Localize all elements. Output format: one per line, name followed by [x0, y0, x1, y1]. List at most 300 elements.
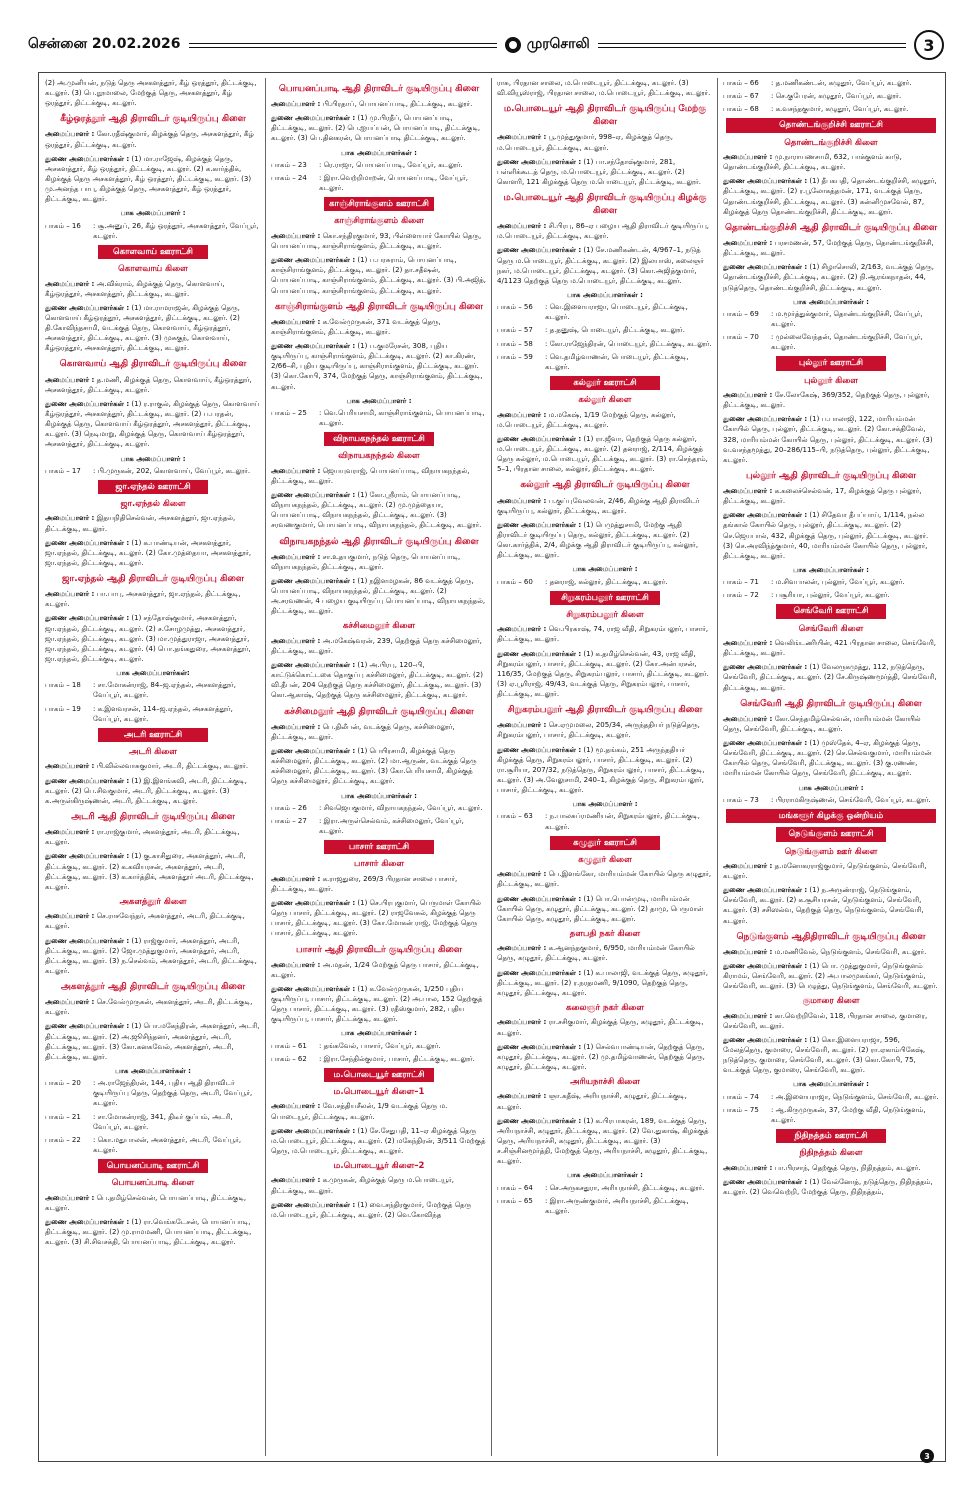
- entry-text: [45, 129, 261, 149]
- branch-subheading: செங்வேரி கிளை: [798, 623, 864, 634]
- booth-number: பாகம் – 63: [497, 812, 533, 821]
- booth-row: [45, 704, 261, 724]
- role-label: துணை அமைப்பாளர்கள் :: [271, 661, 356, 670]
- branch-subheading: சிறுகரம்பலூர் கிளை: [566, 609, 644, 620]
- entry-details: (1) செ.பிரபுகுமார், பெருமாள் கோயில் தெரு பாசார், திட்டக்குடி, கடலூர். (2) ராஜவேசுல், கிழக்குத் தெரு பாசார், திட்டக்குடி, கடலூர். (3) கோ.மோகன் ராஜ், மேற்குத் தெரு பாசார், திட்டக்குடி, கடலூர்.: [271, 898, 481, 938]
- entry-text: [497, 1042, 713, 1072]
- booth-row: [45, 466, 261, 476]
- booth-number: பாகம் – 73: [723, 795, 759, 804]
- entry-details: ஜெயயுவராஜ், பொயனப்பாடி, விநாயகநந்தல், திட்டக்குடி, கடலூர்.: [271, 466, 470, 485]
- section-label: பாக அமைப்பாளர்கள்:: [116, 669, 190, 678]
- role-label: துணை அமைப்பாளர்கள் :: [497, 157, 582, 166]
- entry-text: [497, 132, 713, 152]
- role-label: துணை அமைப்பாளர்கள் :: [497, 894, 582, 903]
- branch-subheading: கொளவாய் கிளை: [118, 264, 188, 275]
- entry-details: (1) பொ.பொன்முடி, மாரியம்மன் கோயில் தெரு, கழுதூர், திட்டக்குடி, கடலூர். (2) தாமு, பெருமாள் கோயில் தெரு, கழுதூர், திட்டக்குடி, கடலூர்.: [497, 894, 704, 923]
- entry-details: (1) வை.சந்திரகுமார், மேற்குத் தெரு ம.பொடையூர், திட்டக்குடி, கடலூர். (2) வெ.கோவிந்த: [271, 1200, 472, 1219]
- booth-details: : செ.அருகசதுரா, அரியநாச்சி, திட்டக்குடி, கடலூர்.: [545, 1183, 705, 1192]
- booth-details: : ரெ.ராஜா, பொயனப்பாடி, வேப்பூர், கடலூர்.: [319, 160, 463, 169]
- entry-text: [497, 410, 713, 430]
- entry-text: [497, 434, 713, 475]
- booth-row: [723, 1092, 939, 1102]
- role-label: அமைப்பாளர் :: [497, 222, 547, 231]
- entry-text: [271, 99, 487, 109]
- booth-row: [723, 332, 939, 352]
- branch-subheading: காஞ்சிராங்குளம் கிளை: [334, 216, 424, 227]
- role-label: துணை அமைப்பாளர்கள் :: [723, 1177, 808, 1186]
- entry-text: [723, 1163, 939, 1173]
- entry-text: [497, 720, 713, 740]
- entry-text: [45, 911, 261, 931]
- entry-details: (1) பொ. முத்துகுமார், நெடுங்குளம் கிராமம், செங்வேரி, கடலூர். (2) அ.பாலமுகங்கர், நெடுங்குளம், செங்வேரி, கடலூர். (3) பெழுத்து, நெடுங்குளம், செங்வேரி, கடலூர்.: [723, 961, 938, 991]
- entry-details: பெ.தமிழ்செல்வன், பொயனப்பாடி, திட்டக்குடி, கடலூர்.: [45, 1193, 247, 1212]
- entry-details: (1) சிதேவா தீபப்பாய், 1/114, நல்ல தங்கால் கோயில் தெரு, புல்லூர், திட்டக்குடி, கடலூர். (2) செ.ஜெயபால், 432, கிழக்குத் தெரு, புல்லூர், திட்டக்குடி, கடலூர். (3) செ.அரவிந்த்குமார், 40, மாரியம்மன் கோயில் தெரு, புல்லூர், திட்டக்குடி, கடலூர்.: [723, 511, 929, 560]
- branch-heading: செங்வேரி ஆதி திராவிடர் குடியிருப்பு கிளை: [740, 698, 922, 709]
- entry-details: (1) க.பாலாஜி, வடக்குத் தெரு, கழுதூர், திட்டக்குடி, கடலூர். (2) ர.நரதமணி, 9/1090, தெற்குத் தெரு, கழுதூர், திட்டக்குடி, கடலூர்.: [497, 968, 709, 997]
- entry-text: [723, 861, 939, 881]
- entry-details: (1) மா.ராமராஜன், கிழக்குத் தெரு, கொளவாய் கீழ்ஒரத்தூர், அசகளத்தூர், திட்டக்குடி, கடலூர். (2) தி.கோவிந்தசாமி, வடக்குத் தெரு, கொளவாய், கீழ்ஒரத்தூர், அசகளத்தூர், திட்டக்குடி, கடலூர். (3) முசுகுந், கொளவாய், கீழ்ஒரத்தூர், அசகளத்தூர், திட்டக்குடி, கடலூர்.: [45, 303, 240, 353]
- role-label: துணை அமைப்பாளர்கள் :: [45, 399, 130, 408]
- panchayat-banner: தொண்டங்குறிச்சி ஊராட்சி: [726, 118, 936, 132]
- column-4: [723, 78, 939, 1456]
- booth-details: : செ.குபேரன், கழுதூர், வேப்பூர், கடலூர்.: [771, 92, 902, 101]
- entry-details: பெ.திலீபன், வடக்குத் தெரு, கச்சிமைலூர், திட்டக்குடி, கடலூர்.: [271, 722, 455, 741]
- branch-heading: ம.பொடையூர் ஆதி திராவிடர் குடியிருப்பு கிழக்கு கிளை: [503, 193, 707, 217]
- column-3: [497, 78, 713, 1456]
- booth-number: பாகம் – 18: [45, 681, 81, 690]
- role-label: துணை அமைப்பாளர்கள் :: [45, 303, 130, 312]
- panchayat-banner: பாசார் ஊராட்சி: [324, 840, 434, 854]
- booth-number: பாகம் – 60: [497, 577, 533, 586]
- booth-row: [271, 160, 487, 170]
- branch-heading: ம.பொடையூர் ஆதி திராவிடர் குடியிருப்பு மேற்கு கிளை: [503, 104, 707, 128]
- entry-details: அ.விக்ராம், கிழக்குத் தெரு, கொளவாய், கீழ்ஒரத்தூர், அசகளத்தூர், திட்டக்குடி, கடலூர்.: [45, 279, 225, 298]
- role-label: துணை அமைப்பாளர்கள் :: [271, 256, 356, 265]
- role-label: அமைப்பாளர் :: [45, 590, 95, 599]
- role-label: துணை அமைப்பாளர்கள் :: [723, 663, 808, 672]
- entry-text: [271, 1200, 487, 1220]
- entry-text: [723, 961, 939, 991]
- role-label: துணை அமைப்பாளர்கள் :: [45, 936, 130, 945]
- role-label: துணை அமைப்பாளர்கள் :: [723, 739, 808, 748]
- booth-number: பாகம் – 26: [271, 803, 307, 812]
- booth-row: [723, 1105, 939, 1125]
- entry-details: (1) பெயிரசாமி, கிழக்குத் தெரு கச்சிமைலூர், திட்டக்குடி, கடலூர். (2) மா.ஆருண், வடக்குத் தெரு கச்சிமைலூர், திட்டக்குடி, கடலூர். (3) கோ.பெரியசாமி, கிழக்குத் தெரு கச்சிமைலூர், திட்டக்குடி, கடலூர்.: [271, 746, 477, 786]
- entry-text: [723, 714, 939, 734]
- role-label: அமைப்பாளர் :: [723, 487, 773, 495]
- role-label: துணை அமைப்பாளர்கள் :: [497, 434, 582, 443]
- booth-number: பாகம் – 22: [45, 1135, 81, 1144]
- branch-heading: அகளத்தூர் ஆதி திராவிடர் குடியிருப்பு கிளை: [60, 982, 246, 993]
- role-label: துணை அமைப்பாளர்கள் :: [45, 1022, 130, 1031]
- entry-text: [497, 520, 713, 561]
- panchayat-banner: கொளவாய் ஊராட்சி: [98, 245, 208, 259]
- branch-subheading: அரியநாச்சி கிளை: [570, 1077, 640, 1088]
- entry-text: [497, 968, 713, 998]
- booth-number: பாகம் – 21: [45, 1112, 81, 1121]
- booth-number: பாகம் – 65: [497, 1196, 533, 1205]
- section-label: பாக அமைப்பாளர்கள் :: [341, 148, 417, 157]
- entry-details: ம.மணிவேல், நெடுங்குளம், செங்வேரி, கடலூர்.: [774, 947, 927, 956]
- booth-details: : கோ.ராஜேந்திரன், பொடையூர், திட்டக்குடி, கடலூர்.: [545, 339, 712, 348]
- panchayat-banner: ம.பொடையூர் ஊராட்சி: [324, 1068, 434, 1082]
- entry-details: (1) கோ.ஸ்ரீராம், பொயனப்பாடி, விநாயகநந்தல், திட்டக்குடி, கடலூர். (2) மு.முத்தையா, பொயனப்பாடி, விநாயகநந்தல், திட்டக்குடி, கடலூர். (3) சரவணகுமார், பொயனப்பாடி, விநாயகநந்தல், திட்டக்குடி, கடலூர்.: [271, 491, 482, 530]
- role-label: துணை அமைப்பாளர்கள் :: [271, 491, 356, 499]
- booth-number: பாகம் – 24: [271, 173, 307, 182]
- entry-details: ரா.ராஜ்குமார், அகளத்தூர், அடரி, திட்டக்குடி, கடலூர்.: [45, 828, 240, 847]
- role-label: அமைப்பாளர் :: [271, 100, 321, 109]
- entry-details: பா.பிரசாந், தெற்குத் தெரு, நிதிநத்தம், கடலூர்.: [774, 1163, 921, 1172]
- entry-text: [723, 262, 939, 292]
- booth-number: பாகம் – 19: [45, 704, 81, 713]
- entry-text: [45, 375, 261, 395]
- entry-details: செ.ஏமுமலை, 205/34, அருந்ததியர் நடுத்தெரு, சிறுகரம்பலூர், பாசார், திட்டக்குடி, கடலூர்.: [497, 721, 700, 740]
- entry-details: (1) ப.குமரேசன், 308, புதிய குடியிருப்பு, காஞ்சிராங்குளம், திட்டக்குடி, கடலூர். (2) கா.கிரண், 2/66–சி, புதிய குடியிருப்பு, காஞ்சிராங்குளம், திட்டக்குடி, கடலூர். (3) கொ.கோபி, 374, மேற்குத் தெரு, காஞ்சிராங்குளம், திட்டக்குடி, கடலூர்.: [271, 341, 483, 391]
- entry-text: [45, 399, 261, 450]
- entry-details: (1) க.பிரபாகரன், 189, வடக்குத் தெரு, அரியநாச்சி, கழுதூர், திட்டக்குடி, கடலூர். (2) வே.துகாஷ், கிழக்குத் தெரு, அரியநாச்சி, கழுதூர், திட்டக்குடி, கடலூர். (3) ச.சிஞ்சினமூர்த்தி, மேற்குத் தெரு, அரியநாச்சி, கழுதூர், திட்டக்குடி, கடலூர்.: [497, 1116, 709, 1166]
- role-label: அமைப்பாளர் :: [723, 1163, 773, 1172]
- branch-heading: காஞ்சிராங்குளம் ஆதி திராவிடர் குடியிருப்பு கிளை: [275, 301, 483, 312]
- role-label: துணை அமைப்பாளர்கள் :: [271, 1126, 356, 1135]
- booth-details: : பி.முருகன், 202, கொளவாய், வேப்பூர், கடலூர்.: [93, 466, 251, 475]
- entry-details: (1) சே.மணிகண்டன், 4/967–1, நடுத் தெரு ம.பொடையூர், திட்டக்குடி, கடலூர். (2) இலயாஸ், கலைஞர் நகர், ம.பொடையூர், திட்டக்குடி, கடலூர். (3) கொ.அஜித்குமார், 4/1123 தெற்குத் தெரு ம.பொடையூர், திட்டக்குடி, கடலூர்.: [497, 246, 704, 285]
- entry-details: (2) அ.முனியன், நடுத் தெரு அசகளத்தூர், கீழ் ஒரத்தூர், திட்டக்குடி, கடலூர். (3) பெ.நூமாலை, மேற்குத் தெரு, அசகளத்தூர், கீழ் ஒரத்தூர், திட்டக்குடி, கடலூர்.: [45, 79, 257, 108]
- panchayat-banner: நெடுங்குளம் ஊராட்சி: [776, 827, 886, 841]
- booth-details: : சிவஜெயகுமார், விநாயகநந்தல், வேப்பூர், கடலூர்.: [319, 803, 483, 812]
- entry-details: (1) சிழாசொலி, 2/163, வடக்குத் தெரு, தொண்டங்குறிச்சி, திட்டக்குடி, கடலூர். (2) நி.ஆரங்கநாதன், 44, நடுத்தெரு, தொண்டங்குறிச்சி, திட்டக்குடி, கடலூர்.: [723, 263, 934, 292]
- entry-text: [723, 885, 939, 926]
- role-label: அமைப்பாளர் :: [45, 998, 95, 1007]
- entry-details: (1) ந.அருண்ராஜ், நெடுங்குளம், செங்வேரி, கடலூர். (2) க.சூசியரசன், நெடுங்குளம், செங்வேரி, கடலூர். (3) சசிஸல்வ, தெற்குத் தெரு, நெடுங்குளம், செங்வேரி, கடலூர்.: [723, 886, 924, 925]
- entry-details: (1) மூ.தங்கம், 251 அருந்ததியர் கிழக்குத் தெரு, சிறுகரம்பலூர், பாசார், திட்டக்குடி, கடலூர். (2) ரா.சூரியா, 207/32, நடுத்தெரு, சிறுகரம்பலூர், பாசார், திட்டக்குடி, கடலூர். (3) அ.வேலுசாமி, 240–1, கிழக்குத் தெரு, சிறுகரம்பலூர், பாசார், திட்டக்குடி, கடலூர்.: [497, 745, 705, 795]
- entry-text: [497, 496, 713, 516]
- booth-details: : கொ.மதுபாலன், அகளத்தூர், அடரி, வேப்பூர், கடலூர்.: [93, 1135, 242, 1154]
- entry-text: [271, 552, 487, 572]
- role-label: அமைப்பாளர் :: [271, 1176, 321, 1185]
- role-label: அமைப்பாளர் :: [45, 912, 95, 921]
- entry-details: பெ.இளங்கோ, மாரியம்மன் கோயில் தெரு கழுதூர், திட்டக்குடி, கடலூர்.: [497, 870, 712, 889]
- entry-details: அ.மதன், 1/24 மேற்குத் தெரு பாசார், திட்டக்குடி, கடலூர்.: [271, 960, 479, 979]
- section-label: பாக அமைப்பாளர்கள் :: [793, 297, 869, 306]
- section-label: பாக அமைப்பாளர் :: [120, 209, 186, 218]
- entry-text: [45, 1217, 261, 1247]
- entry-details: (1) க.தமிழ்செல்வன், 43, ராஜ வீதி, சிறுகரம்பலூர், பாசார், திட்டக்குடி, கடலூர். (2) கோ.அன்பரசன், 116/35, மேற்குத் தெரு, சிறுகரம்பலூர், பாசார், திட்டக்குடி, கடலூர். (3) ஏ.பூரிராஜ், 49/43, வடக்குத் தெரு, சிறுகரம்பலூர், பாசார், திட்டக்குடி, கடலூர்.: [497, 649, 709, 699]
- entry-text: [723, 1011, 939, 1031]
- section-label: பாக அமைப்பாளர்கள் :: [341, 791, 417, 800]
- role-label: துணை அமைப்பாளர்கள் :: [723, 177, 808, 186]
- entry-details: பி.பிரதாப், பொயனப்பாடி, திட்டக்குடி, கடலூர்.: [322, 100, 473, 109]
- role-label: துணை அமைப்பாளர்கள் :: [271, 746, 356, 755]
- entry-text: [45, 279, 261, 299]
- role-label: துணை அமைப்பாளர்கள் :: [45, 538, 130, 547]
- entry-text: [723, 238, 939, 258]
- role-label: அமைப்பாளர் :: [497, 133, 547, 142]
- entry-details: கா.வெற்றிவேல், 118, பிரதான சாலை, குமாரை, செங்வேரி, கடலூர்.: [723, 1011, 928, 1030]
- section-label: பாக அமைப்பாளர் :: [798, 783, 864, 792]
- entry-details: கோ.ரதீஷ்குமார், கிழக்குத் தெரு, அசகளத்தூர், கீழ் ஒரத்தூர், திட்டக்குடி, கடலூர்.: [45, 130, 254, 149]
- branch-subheading: பாசார் கிளை: [354, 859, 404, 870]
- booth-row: [497, 302, 713, 322]
- entry-details: (1) கு.காசிதுரை, அகளத்தூர், அடரி, திட்டக்குடி, கடலூர். (2) க.கவியரசன், அகளத்தூர், அடரி, திட்டக்குடி, கடலூர். (3) க.கார்த்திக், அகளத்தூர் அடரி, திட்டக்குடி, கடலூர்.: [45, 852, 254, 891]
- entry-text: [271, 1175, 487, 1195]
- column-divider: [265, 78, 266, 1456]
- booth-details: : ம.சிவபாலன், புல்லூர், வேப்பூர், கடலூர்.: [771, 578, 905, 587]
- role-label: அமைப்பாளர் :: [271, 874, 321, 883]
- booth-details: : சா.மோகன்ராஜ், 84–ஜ.ஏந்தல், அசகளத்தூர், வேப்பூர், கடலூர்.: [93, 681, 236, 700]
- section-label: பாக அமைப்பாளர்கள் :: [793, 1080, 869, 1089]
- entry-details: (1) நஇளமழகன், 86 வடக்குத் தெரு, பொயனப்பாடி, விநாயகநந்தல், திட்டக்குடி, கடலூர். (2) அ.சரவணன், 4 பழைய குடியிருப்பு பொயனப்பாடி, விநாயகநந்தல், திட்டக்குடி, கடலூர்.: [271, 576, 486, 616]
- branch-heading: கீழ்ஒரத்தூர் ஆதி திராவிடர் குடியிருப்பு கிளை: [60, 114, 246, 125]
- role-label: அமைப்பாளர் :: [271, 1102, 321, 1111]
- booth-number: பாகம் – 25: [271, 408, 307, 417]
- booth-row: [723, 78, 939, 88]
- panchayat-banner: கழுதூர் ஊராட்சி: [550, 836, 660, 850]
- booth-row: [497, 1183, 713, 1193]
- entry-text: [271, 984, 487, 1025]
- masthead: [28, 34, 944, 56]
- role-label: துணை அமைப்பாளர்கள் :: [271, 114, 356, 123]
- role-label: துணை அமைப்பாளர்கள் :: [45, 1218, 130, 1227]
- role-label: அமைப்பாளர் :: [271, 231, 321, 240]
- newspaper-logo-icon: [505, 37, 521, 53]
- page-number: 3: [914, 30, 944, 60]
- role-label: அமைப்பாளர் :: [723, 1011, 773, 1020]
- entry-text: [45, 78, 261, 108]
- entry-text: [497, 78, 713, 98]
- branch-subheading: நெடுங்குளம் ஊர் கிளை: [784, 846, 878, 857]
- branch-subheading: தளபதி நகர் கிளை: [569, 929, 641, 940]
- section-label: பாக அமைப்பாளர்கள் :: [793, 565, 869, 574]
- booth-number: பாகம் – 57: [497, 326, 533, 335]
- booth-row: [271, 1054, 487, 1064]
- booth-row: [45, 221, 261, 241]
- branch-heading: கல்லூர் ஆதி திராவிடர் குடியிருப்பு கிளை: [520, 480, 690, 491]
- edition-date: சென்னை 20.02.2026: [28, 36, 181, 52]
- entry-details: ரா.சசிகுமார், கிழக்குத் தெரு, கழுதூர், திட்டக்குடி, கடலூர்.: [497, 1018, 704, 1037]
- entry-details: (1) தீபகபதி, தொண்டங்குறிச்சி, கழுதூர், திட்டக்குடி, கடலூர். (2) ர.பூலோகத்தமன், 171, வடக்குத் தெரு, தொண்டங்குறிச்சி, திட்டக்குடி, கடலூர். (3) கன்னிமுசவேல், 87, கிழக்குத் தெரு தொண்டங்குறிச்சி, திட்டக்குடி, கடலூர்.: [723, 177, 937, 216]
- booth-details: : பிரராமகிருஷ்ணன், செங்வேரி, வேப்பூர், கடலூர்.: [771, 795, 931, 804]
- role-label: துணை அமைப்பாளர்கள் :: [45, 776, 130, 785]
- booth-details: : வெ.பெரியசாமி, காஞ்சிராங்குளம், பொயனப்பாடி, கடலூர்.: [319, 408, 485, 427]
- role-label: துணை அமைப்பாளர்கள் :: [723, 263, 808, 272]
- booth-details: : த.தனுஷ், பொடையூர், திட்டக்குடி, கடலூர்.: [545, 326, 685, 335]
- entry-text: [45, 513, 261, 533]
- branch-subheading: கழுதூர் கிளை: [578, 855, 632, 866]
- role-label: அமைப்பாளர் :: [723, 639, 773, 648]
- booth-details: : இரா.அருள்செல்வம், கச்சிமைலூர், வேப்பூர், கடலூர்.: [319, 816, 464, 835]
- entry-details: ப.குப்புவேலவன், 2/46, கிழக்கு ஆதி திராவிடர் குடியிருப்பு, கல்லூர், திட்டக்குடி, கடலூர்.: [497, 496, 700, 515]
- booth-details: : வெ.இளையராஜா, பொடையூர், திட்டக்குடி, கடலூர்.: [545, 303, 688, 322]
- section-label: பாக அமைப்பாளர் :: [572, 565, 638, 574]
- booth-details: : தங்கவேல், பாசார், வேப்பூர், கடலூர்.: [319, 1041, 441, 1050]
- entry-text: [271, 341, 487, 392]
- entry-details: (1) ரா.வெங்கடேசன், பொயனப்பாடி, திட்டக்குடி, கடலூர். (2) மு.ராமமணி, பொயனப்பாடி, திட்டக்குடி, கடலூர். (3) சி.சிவசக்தி, பொயனப்பாடி, திட்டக்குடி, கடலூர்.: [45, 1218, 252, 1247]
- role-label: அமைப்பாளர் :: [45, 828, 95, 837]
- booth-row: [723, 104, 939, 114]
- entry-details: ராசு, பிரதான சாலை, ம.பொடையூர், திட்டக்குடி, கடலூர். (3) வி.வியூஸ்ராஜ், பிரதான சாலை, ம.பொடையூர், திட்டக்குடி, கடலூர்.: [497, 79, 711, 98]
- role-label: அமைப்பாளர் :: [271, 552, 321, 561]
- entry-details: த.மனோகரராஜ்குமார், நெடுங்குளம், செங்வேரி, கடலூர்.: [723, 861, 927, 880]
- panchayat-banner: மங்களூர் கிழக்கு ஒன்றியம்: [726, 809, 936, 823]
- booth-details: : ஆ.கிருமுருகன், 37, மேற்கு வீதி, நெடுங்குளம், கடலூர்.: [771, 1105, 926, 1124]
- role-label: அமைப்பாளர் :: [271, 636, 321, 645]
- entry-details: (1) ராஜ்குமார், அகளத்தூர், அடரி, திட்டக்குடி, கடலூர். (2) ஜோ.முத்துகுமார், அகளத்தூர், அடரி, திட்டக்குடி, கடலூர். (3) ந.செல்வம், அகளத்தூர், அடரி, திட்டக்குடி, கடலூர்.: [45, 936, 257, 975]
- booth-details: : சூ.அனுப், 26, கீழ் ஒரத்தூர், அசகளத்தூர், வேப்பூர், கடலூர்.: [93, 221, 259, 240]
- entry-details: (1) பொ.மகேந்திரன், அகளத்தூர், அடரி, திட்டக்குடி, கடலூர். (2) அ.ஜூசிந்தனர், அகளத்தூர், அடரி, திட்டக்குடி, கடலூர். (3) கோ.கனகவேல், அகளத்தூர், அடரி, திட்டக்குடி, கடலூர்.: [45, 1022, 260, 1061]
- entry-details: க.கலைச்செல்வன், 17, கிழக்குத் தெரு புல்லூர், திட்டக்குடி, கடலூர்.: [723, 487, 922, 506]
- entry-details: (1) ரா.ஜீவா, தெற்குத் தெரு கல்லூர், ம.பொடையூர், திட்டக்குடி, கடலூர். (2) தனராஜ், 2/114, கிழக்குத் தெரு கல்லூர், ம.பொடையூர், திட்டக்குடி, கடலூர். (3) ரா.செந்தரம், 5–1, பிரதான சாலை, கல்லூர், திட்டக்குடி, கடலூர்.: [497, 434, 708, 474]
- role-label: துணை அமைப்பாளர்கள் :: [271, 576, 356, 585]
- entry-text: [45, 827, 261, 847]
- booth-number: பாகம் – 27: [271, 816, 307, 825]
- booth-row: [723, 91, 939, 101]
- entry-text: [45, 1021, 261, 1062]
- panchayat-banner: ஜா.ஏந்தல் ஊராட்சி: [98, 480, 208, 494]
- role-label: அமைப்பாளர் :: [497, 1018, 547, 1027]
- booth-details: : க.இளவரசன், 114–ஜ.ஏந்தல், அசகளத்தூர், வேப்பூர், கடலூர்.: [93, 704, 233, 723]
- panchayat-banner: செங்வேரி ஊராட்சி: [776, 604, 886, 618]
- role-label: அமைப்பாளர் :: [723, 238, 773, 247]
- entry-text: [271, 636, 487, 656]
- booth-number: பாகம் – 61: [271, 1041, 307, 1050]
- booth-number: பாகம் – 64: [497, 1183, 533, 1192]
- booth-row: [497, 352, 713, 372]
- branch-heading: அடரி ஆதி திராவிடர் குடியிருப்பு கிளை: [71, 812, 235, 823]
- entry-details: பி.வில்லவாசுகுமார், அடரி, திட்டக்குடி, கடலூர்.: [96, 762, 249, 771]
- newspaper-name: முரசொலி: [526, 36, 590, 52]
- role-label: அமைப்பாளர் :: [45, 514, 95, 523]
- entry-text: [723, 738, 939, 779]
- booth-row: [723, 590, 939, 600]
- entry-details: இதயநிதிசெல்வன், அசகளத்தூர், ஜா.ஏந்தல், திட்டக்குடி, கடலூர்.: [45, 514, 236, 533]
- branch-heading: விநாயகநந்தல் ஆதி திராவிடர் குடியிருப்பு கிளை: [279, 536, 479, 547]
- masthead-rule-left: [189, 43, 497, 48]
- entry-details: (1) சந்தோஷ்குமார், அசகளத்தூர், ஜா.ஏந்தல், திட்டக்குடி, கடலூர். (2) ச.சோழமுத்து, அசகளத்தூர், ஜா.ஏந்தல், திட்டக்குடி, கடலூர். (3) மா.முத்துராஜா, அசகளத்தூர், ஜா.ஏந்தல், திட்டக்குடி, கடலூர். (4) பொ.தங்கதுரை, அசகளத்தூர், ஜா.ஏந்தல், திட்டக்குடி, கடலூர்.: [45, 614, 251, 664]
- entry-text: [45, 1193, 261, 1213]
- entry-details: சே.லோகேஷ், 369/352, தெற்குத் தெரு, புல்லூர், திட்டக்குடி, கடலூர்.: [723, 390, 930, 410]
- booth-number: பாகம் – 68: [723, 105, 759, 114]
- role-label: அமைப்பாளர் :: [497, 870, 547, 879]
- role-label: அமைப்பாளர் :: [271, 466, 321, 475]
- entry-details: (1) ப.பரசுராம், பொயனப்பாடி, காஞ்சிராங்குளம், திட்டக்குடி, கடலூர். (2) தா.சதீஷன், பொயனப்பாடி, காஞ்சிராங்குளம், திட்டக்குடி, கடலூர். (3) பி.அஜித், பொயனப்பாடி, காஞ்சிராங்குளம், திட்டக்குடி, கடலூர்.: [271, 256, 487, 295]
- role-label: துணை அமைப்பாளர்கள் :: [497, 1116, 582, 1125]
- entry-text: [45, 776, 261, 806]
- booth-number: பாகம் – 59: [497, 352, 533, 361]
- entry-text: [497, 157, 713, 187]
- branch-heading: நெடுங்குளம் ஆதிதிராவிடர் குடியிருப்பு கிளை: [736, 931, 926, 942]
- entry-details: (1) முஸ்தேக், 4–ஏ, கிழக்குத் தெரு, செங்வேரி, திட்டக்குடி, கடலூர். (2) செ.செல்வகுமார், மாரியம்மன் கோயில் தெரு, செங்வேரி, திட்டக்குடி, கடலூர். (3) கு.ரணண், மாரியம்மன் கோயில் தெரு, செங்வேரி, திட்டக்குடி, கடலூர்.: [723, 739, 932, 778]
- role-label: அமைப்பாளர் :: [723, 153, 773, 162]
- booth-number: பாகம் – 69: [723, 309, 759, 318]
- entry-details: அ.மகேஷ்வரன், 239, தெற்குத் தெரு கச்சிமைலூர், திட்டக்குடி, கடலூர்.: [271, 636, 482, 655]
- entry-details: க.ஆனந்தகுமார், 6/950, மாரியம்மன் கோயில் தெரு, கழுதூர், திட்டக்குடி, கடலூர்.: [497, 944, 695, 963]
- entry-text: [271, 231, 487, 251]
- booth-details: : அ.இளையராஜா, நெடுங்குளம், செங்வேரி, கடலூர்.: [771, 1092, 939, 1101]
- entry-details: சா.உதயகுமார், நடுத் தெரு, பொயனப்பாடி, விநாயகநந்தல், திட்டக்குடி, கடலூர்.: [271, 552, 461, 571]
- entry-details: (1) ர.ராகுல், கிழக்குத் தெரு, கொளவாய் கீழ்ஒரத்தூர், அசகளத்தூர், திட்டக்குடி, கடலூர். (2) ப.பரதன், கிழக்குத் தெரு, கொளவாய் கீழ்ஒரத்தூர், அசகளத்தூர், திட்டக்குடி, கடலூர். (3) நெடிமாறு, கிழக்குத் தெரு, கொளவாய் கீழ்ஒரத்தூர், அசகளத்தூர், திட்டக்குடி, கடலூர்.: [45, 399, 260, 449]
- booth-details: : ந.பாலசுப்ரமணியன், சிறுகரம்பலூர், திட்டக்குடி, கடலூர்.: [545, 812, 700, 831]
- entry-details: செ.வேல்முருகன், அகளத்தூர், அடரி, திட்டக்குடி, கடலூர்.: [45, 998, 253, 1017]
- entry-details: (1) ப.பாலாஜி, 122, மாரியம்மன் கோயில் தெரு, புல்லூர், திட்டக்குடி, கடலூர். (2) கோ.சக்திவேல், 328, மாரியம்மன் கோயில் தெரு, புல்லூர், திட்டக்குடி, கடலூர். (3) வ.வசந்தமூத்து, 20–286/115–பி, நடுத்தெரு, புல்லூர், திட்டக்குடி, கடலூர்.: [723, 415, 933, 464]
- section-label: பாக அமைப்பாளர் :: [346, 396, 412, 405]
- booth-row: [45, 1112, 261, 1132]
- branch-subheading: நிதிநத்தம் கிளை: [799, 1148, 863, 1159]
- entry-text: [45, 613, 261, 664]
- role-label: துணை அமைப்பாளர்கள் :: [497, 520, 582, 529]
- booth-row: [271, 408, 487, 428]
- booth-details: : ம.மூர்த்துக்குமார், தொண்டங்குறிச்சி, வேப்பூர், கடலூர்.: [771, 309, 923, 328]
- booth-details: : தனராஜ், கல்லூர், திட்டக்குடி, கடலூர்.: [545, 577, 668, 586]
- branch-subheading: கலைஞர் நகர் கிளை: [565, 1003, 645, 1014]
- entry-text: [271, 898, 487, 939]
- branch-subheading: அகளத்தூர் கிளை: [119, 896, 187, 907]
- booth-number: பாகம் – 23: [271, 160, 307, 169]
- entry-text: [497, 869, 713, 889]
- branch-subheading: புல்லூர் கிளை: [804, 375, 858, 386]
- booth-details: : பசூரியா, புல்லூர், வேப்பூர், கடலூர்.: [771, 591, 890, 600]
- role-label: அமைப்பாளர் :: [723, 947, 773, 956]
- role-label: துணை அமைப்பாளர்கள் :: [723, 511, 808, 520]
- entry-details: க.முருகன், கிழக்குத் தெரு ம.பொடையூர், திட்டக்குடி, கடலூர்.: [271, 1176, 454, 1195]
- entry-text: [45, 936, 261, 977]
- role-label: துணை அமைப்பாளர்கள் :: [271, 898, 356, 907]
- booth-number: பாகம் – 67: [723, 92, 759, 101]
- branch-subheading: ம.பொடையூர் கிளை–1: [333, 1087, 425, 1098]
- role-label: அமைப்பாளர் :: [45, 1193, 95, 1202]
- role-label: அமைப்பாளர் :: [497, 496, 547, 505]
- entry-text: [45, 589, 261, 609]
- branch-heading: தொண்டங்குறிச்சி ஆதி திராவிடர் குடியிருப்பு கிளை: [724, 222, 937, 233]
- role-label: துணை அமைப்பாளர்கள் :: [271, 341, 356, 350]
- panchayat-banner: காஞ்சிராங்குளம் ஊராட்சி: [324, 197, 434, 211]
- entry-text: [497, 1091, 713, 1111]
- entry-details: க.வேல்முருகன், 371 வடக்குத் தெரு, காஞ்சிராங்குளம், திட்டக்குடி, கடலூர்.: [271, 317, 441, 336]
- booth-row: [45, 1135, 261, 1155]
- section-label: பாக அமைப்பாளர்கள் :: [341, 1029, 417, 1038]
- entry-text: [271, 466, 487, 486]
- booth-details: : சா.மோகன்ராஜ், 341, திடீர் குப்பம், அடரி, வேப்பூர், கடலூர்.: [93, 1112, 233, 1131]
- booth-row: [45, 1078, 261, 1108]
- branch-heading: ஜா.ஏந்தல் ஆதி திராவிடர் குடியிருப்பு கிளை: [62, 574, 244, 585]
- entry-details: வே.சத்தியசீலன், 1/9 வடக்குத் தெரு ம. பொடையூர், திட்டக்குடி, கடலூர்.: [271, 1102, 448, 1121]
- masthead-rule-right: [598, 43, 906, 48]
- booth-details: : முல்லைவேந்தன், தொண்டங்குறிச்சி, வேப்பூர், கடலூர்.: [771, 333, 923, 352]
- role-label: துணை அமைப்பாளர்கள் :: [723, 886, 808, 895]
- role-label: துணை அமைப்பாளர்கள் :: [497, 649, 582, 658]
- entry-details: (1) செல்வபாண்டியன், தெற்குத் தெரு, கழுதூர், திட்டக்குடி, கடலூர். (2) மு.தமிழ்வாணன், தெற்குத் தெரு, கழுதூர், திட்டக்குடி, கடலூர்.: [497, 1042, 705, 1071]
- entry-text: [271, 1126, 487, 1156]
- branch-subheading: கல்லூர் கிளை: [578, 395, 632, 406]
- entry-details: (1) மா.ராஜேஷ், கிழக்குத் தெரு, அசகளத்தூர், கீழ் ஒரத்தூர், திட்டக்குடி, கடலூர். (2) க.கார்த்திக், கிழக்குத் தெரு அசகளத்தூர், கீழ் ஒரத்தூர், திட்டக்குடி, கடலூர். (3) மு.அனந்த பாபு, கிழக்குத் தெரு, அசகளத்தூர், கீழ் ஒரத்தூர், திட்டக்குடி, கடலூர்.: [45, 154, 252, 204]
- entry-text: [271, 960, 487, 980]
- branch-heading: பொயனப்பாடி ஆதி திராவிடர் குடியிருப்பு கிளை: [278, 84, 480, 94]
- entry-details: செ.ராசவேந்தர், அகளத்தூர், அடரி, திட்டக்குடி, கடலூர்.: [45, 912, 245, 931]
- entry-text: [271, 113, 487, 143]
- entry-details: பரசமணன், 57, மேற்குத் தெரு, தொண்டங்குறிச்சி, திட்டக்குடி, கடலூர்.: [723, 238, 934, 258]
- booth-row: [45, 680, 261, 700]
- entry-text: [45, 154, 261, 205]
- entry-text: [45, 851, 261, 892]
- panchayat-banner: நிதிநத்தம் ஊராட்சி: [776, 1129, 886, 1143]
- panchayat-banner: புல்லூர் ஊராட்சி: [776, 356, 886, 370]
- section-label: பாக அமைப்பாளர்கள் :: [567, 291, 643, 300]
- role-label: அமைப்பாளர் :: [723, 714, 773, 723]
- booth-number: பாகம் – 74: [723, 1092, 759, 1101]
- booth-details: : வெ.தமிழ்வாணன், பொடையூர், திட்டக்குடி, கடலூர்.: [545, 352, 689, 371]
- booth-number: பாகம் – 20: [45, 1079, 81, 1088]
- booth-details: : இரா.அருண்குமார், அரியநாச்சி, திட்டக்குடி, கடலூர்.: [545, 1196, 689, 1215]
- booth-row: [497, 325, 713, 335]
